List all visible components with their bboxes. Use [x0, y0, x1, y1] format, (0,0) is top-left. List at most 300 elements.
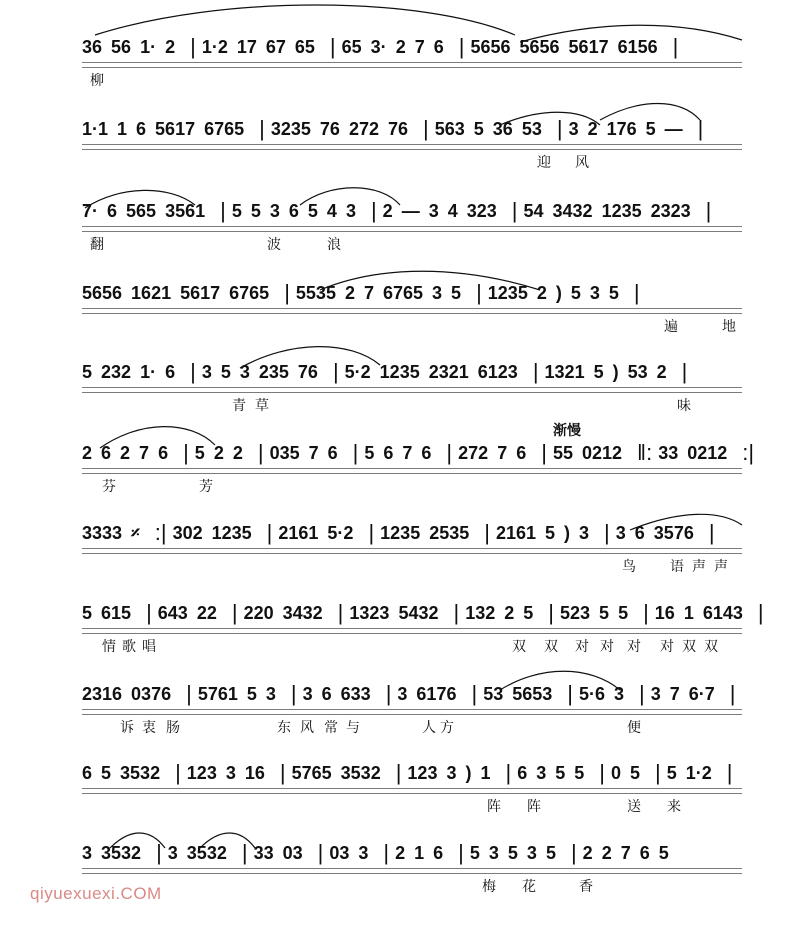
bar-line: |: [567, 681, 573, 706]
bar-line: |: [556, 116, 563, 141]
note-group: 132: [465, 602, 496, 623]
note-group: 3: [446, 762, 457, 783]
note-group: 4: [326, 200, 337, 221]
note-group: 123: [186, 762, 217, 783]
note-group: 5653: [512, 683, 553, 704]
bar-line: |: [220, 198, 226, 223]
bar-line: |: [190, 359, 196, 384]
note-group: 5: [545, 522, 556, 543]
note-group: ): [612, 361, 619, 382]
lyric-char: 对: [627, 639, 641, 655]
note-group: 2: [165, 36, 176, 57]
note-group: 1·: [140, 361, 157, 382]
bar-line: |: [541, 440, 547, 465]
note-group: 5: [250, 200, 261, 221]
note-group: 5: [101, 762, 112, 783]
note-group: 7: [669, 683, 680, 704]
note-group: 3: [167, 842, 178, 863]
note-group: 5: [507, 842, 518, 863]
note-group: 5: [194, 442, 205, 463]
bar-line: |: [368, 520, 375, 545]
note-group: 6156: [617, 36, 658, 57]
lyrics-line: [82, 556, 742, 578]
note-group: 76: [297, 361, 318, 382]
lyric-char: 常: [324, 720, 338, 736]
bar-line: |: [231, 600, 238, 625]
note-group: 6: [82, 762, 93, 783]
bar-line: |: [156, 840, 162, 865]
note-group: 1621: [131, 282, 172, 303]
note-group: 3532: [120, 762, 161, 783]
lyrics-line: [82, 316, 742, 338]
note-group: 6: [158, 442, 169, 463]
bar-line: |: [757, 600, 764, 625]
note-group: 0212: [581, 442, 623, 463]
note-group: 3532: [340, 762, 381, 783]
note-group: 67: [265, 36, 286, 57]
note-group: 1·1: [82, 118, 109, 139]
rhythm-underline: [82, 468, 742, 474]
note-group: 6: [327, 442, 338, 463]
note-group: 2: [213, 442, 224, 463]
note-group: 16: [654, 602, 675, 623]
lyric-char: 阵: [487, 799, 501, 815]
bar-line: |: [352, 440, 359, 465]
note-group: 6: [516, 442, 527, 463]
note-group: 5656: [82, 282, 123, 303]
note-group: 1321: [544, 361, 585, 382]
note-group: ): [555, 282, 562, 303]
bar-line: |: [484, 520, 490, 545]
note-group: 123: [407, 762, 438, 783]
note-group: 5: [220, 361, 231, 382]
note-group: 3: [358, 842, 369, 863]
note-group: 5: [82, 602, 93, 623]
bar-line: |: [279, 760, 286, 785]
score-row-3: [0, 194, 790, 274]
note-group: 2: [395, 36, 406, 57]
bar-line: |: [726, 760, 733, 785]
bar-line: |: [639, 681, 645, 706]
bar-line: |: [458, 840, 464, 865]
notation-line: [82, 677, 742, 711]
lyric-char: 鸟: [622, 559, 636, 575]
bar-line: |: [259, 116, 265, 141]
bar-line: |: [548, 600, 554, 625]
note-group: 6: [107, 200, 118, 221]
lyrics-line: [82, 152, 742, 174]
lyric-char: 唱: [142, 639, 156, 655]
note-group: 3576: [653, 522, 694, 543]
note-group: 1·2: [685, 762, 712, 783]
bar-line: |: [604, 520, 610, 545]
note-group: 3: [201, 361, 212, 382]
notation-line: [82, 112, 742, 146]
note-group: 235: [258, 361, 289, 382]
rhythm-underline: [82, 226, 742, 232]
tempo-mark: 渐慢: [553, 423, 581, 439]
bar-line: |: [570, 840, 577, 865]
note-group: 3532: [186, 842, 227, 863]
lyric-char: 芳: [199, 479, 213, 495]
note-group: 2: [582, 842, 593, 863]
note-group: 03: [329, 842, 350, 863]
score-row-5: [0, 355, 790, 435]
note-group: 6176: [416, 683, 457, 704]
lyrics-line: [82, 796, 742, 818]
bar-line: |: [190, 34, 196, 59]
note-group: 2: [601, 842, 612, 863]
note-group: 302: [172, 522, 203, 543]
note-group: 323: [466, 200, 497, 221]
note-group: 6765: [204, 118, 245, 139]
lyric-char: 波: [267, 237, 281, 253]
lyric-char: 语: [670, 559, 684, 575]
bar-line: |: [697, 116, 704, 141]
lyric-char: 来: [667, 799, 681, 815]
note-group: 2: [120, 442, 131, 463]
note-group: 643: [157, 602, 188, 623]
note-group: 3: [265, 683, 276, 704]
lyric-char: 人: [422, 720, 436, 736]
note-group: 272: [348, 118, 379, 139]
note-group: 2: [395, 842, 406, 863]
note-group: 2161: [495, 522, 537, 543]
bar-line: :|: [742, 440, 755, 465]
bar-line: |: [458, 34, 465, 59]
bar-line: |: [383, 840, 390, 865]
note-group: 5656: [519, 36, 560, 57]
note-group: 2: [587, 118, 598, 139]
note-group: 6123: [477, 361, 518, 382]
bar-line: |: [370, 198, 377, 223]
lyric-char: 双: [512, 639, 526, 655]
note-group: 2: [536, 282, 547, 303]
rhythm-underline: [82, 308, 742, 314]
note-group: 17: [236, 36, 257, 57]
note-group: 5: [608, 282, 619, 303]
lyric-char: 送: [627, 799, 641, 815]
note-group: 6765: [382, 282, 424, 303]
note-group: 035: [269, 442, 300, 463]
lyric-char: 双: [704, 639, 718, 655]
note-group: 232: [101, 361, 132, 382]
note-group: 5: [645, 118, 656, 139]
score-row-1: [0, 30, 790, 110]
bar-line: |: [329, 34, 336, 59]
lyric-char: 地: [722, 319, 736, 335]
bar-line: |: [257, 440, 264, 465]
bar-line: |: [317, 840, 324, 865]
note-group: 03: [282, 842, 303, 863]
lyric-char: 双: [544, 639, 558, 655]
note-group: 2: [504, 602, 515, 623]
note-group: 54: [523, 200, 544, 221]
note-group: 76: [319, 118, 340, 139]
bar-line: |: [532, 359, 539, 384]
note-group: 176: [606, 118, 637, 139]
note-group: 2: [82, 442, 93, 463]
note-group: 3: [428, 200, 439, 221]
lyric-char: 翻: [90, 237, 104, 253]
note-group: 3: [432, 282, 443, 303]
note-group: 3: [526, 842, 537, 863]
bar-line: |: [655, 760, 661, 785]
note-group: —: [401, 200, 420, 221]
notation-line: [82, 756, 742, 790]
note-group: 5·6: [578, 683, 605, 704]
bar-line: |: [337, 600, 344, 625]
note-group: 633: [340, 683, 371, 704]
note-group: 56: [111, 36, 132, 57]
note-group: 1·: [140, 36, 157, 57]
note-group: 5: [555, 762, 566, 783]
bar-line: |: [284, 280, 290, 305]
bar-line: |: [183, 440, 189, 465]
lyric-char: 风: [575, 155, 589, 171]
note-group: 3: [239, 361, 250, 382]
note-group: 5: [523, 602, 534, 623]
lyric-char: 遍: [664, 319, 678, 335]
bar-line: |: [476, 280, 482, 305]
note-group: 3: [650, 683, 661, 704]
lyric-char: 花: [522, 879, 536, 895]
note-group: 6: [165, 361, 176, 382]
note-group: 5·2: [327, 522, 354, 543]
note-group: 3432: [552, 200, 593, 221]
score-row-9: [0, 677, 790, 757]
note-group: 5617: [155, 118, 196, 139]
bar-line: |: [241, 840, 248, 865]
lyric-char: 草: [255, 398, 269, 414]
note-group: 5: [451, 282, 462, 303]
note-group: 5: [231, 200, 242, 221]
note-group: 5: [574, 762, 585, 783]
lyric-char: 柳: [90, 73, 104, 89]
score-row-2: [0, 112, 790, 192]
note-group: 7: [620, 842, 631, 863]
lyric-char: 声: [714, 559, 728, 575]
lyric-char: 衷: [142, 720, 156, 736]
bar-line: |: [395, 760, 402, 785]
note-group: ): [564, 522, 571, 543]
note-group: 615: [101, 602, 132, 623]
note-group: —: [664, 118, 683, 139]
note-group: 3·: [370, 36, 387, 57]
note-group: 5432: [398, 602, 439, 623]
note-group: 3235: [270, 118, 311, 139]
note-group: 3532: [101, 842, 142, 863]
note-group: 7: [497, 442, 508, 463]
lyric-char: 味: [677, 398, 691, 414]
note-group: 5: [364, 442, 375, 463]
lyrics-line: [82, 876, 742, 898]
note-group: 6: [634, 522, 645, 543]
note-group: 5617: [180, 282, 221, 303]
score-row-7: [0, 516, 790, 596]
note-group: 5: [473, 118, 484, 139]
notation-line: [82, 194, 742, 228]
bar-line: |: [290, 681, 297, 706]
note-group: 6: [288, 200, 299, 221]
bar-line: |: [681, 359, 688, 384]
bar-line: |: [599, 760, 605, 785]
note-group: 5: [307, 200, 318, 221]
note-group: 6: [383, 442, 394, 463]
site-watermark: qiyuexuexi.COM: [30, 884, 162, 903]
note-group: 5765: [291, 762, 332, 783]
note-group: 3561: [165, 200, 206, 221]
lyric-char: 风: [300, 720, 314, 736]
lyric-char: 对: [660, 639, 674, 655]
notation-line: [82, 355, 742, 389]
note-group: 5: [666, 762, 677, 783]
note-group: 2321: [428, 361, 469, 382]
notation-line: [82, 436, 755, 470]
note-group: 6: [517, 762, 528, 783]
rhythm-underline: [82, 62, 742, 68]
note-group: 5: [246, 683, 257, 704]
note-group: 7: [363, 282, 374, 303]
lyric-char: 东: [277, 720, 291, 736]
notation-line: [82, 276, 742, 310]
note-group: 5: [82, 361, 93, 382]
rhythm-underline: [82, 788, 742, 794]
notation-line: [82, 516, 742, 550]
note-group: 𝄎: [131, 522, 140, 543]
note-group: 3: [579, 522, 590, 543]
note-group: 1235: [211, 522, 252, 543]
note-group: 0212: [687, 442, 728, 463]
note-group: 3333: [82, 522, 123, 543]
lyric-char: 对: [575, 639, 589, 655]
note-group: 6: [433, 842, 444, 863]
note-group: 220: [243, 602, 274, 623]
notation-line: [82, 596, 764, 630]
note-group: 7: [139, 442, 150, 463]
bar-line: |: [633, 280, 640, 305]
note-group: 1235: [601, 200, 642, 221]
note-group: 1235: [380, 522, 421, 543]
lyric-char: 对: [600, 639, 614, 655]
note-group: 3: [82, 842, 93, 863]
lyrics-line: [82, 476, 742, 498]
note-group: 22: [196, 602, 217, 623]
note-group: 3: [614, 683, 625, 704]
note-group: 65: [294, 36, 315, 57]
note-group: 1: [683, 602, 694, 623]
bar-line: |: [146, 600, 152, 625]
note-group: 2: [382, 200, 393, 221]
note-group: 6: [639, 842, 650, 863]
note-group: 6143: [702, 602, 743, 623]
note-group: 3: [225, 762, 236, 783]
note-group: 2161: [278, 522, 319, 543]
bar-line: |: [266, 520, 273, 545]
score-row-8: [0, 596, 790, 676]
note-group: 1: [480, 762, 491, 783]
note-group: 53: [521, 118, 542, 139]
lyric-char: 歌: [122, 639, 136, 655]
bar-line: |: [505, 760, 512, 785]
lyric-char: 声: [692, 559, 706, 575]
note-group: 6765: [229, 282, 270, 303]
note-group: 5: [618, 602, 629, 623]
note-group: 76: [387, 118, 409, 139]
note-group: 5: [469, 842, 480, 863]
note-group: 3: [615, 522, 626, 543]
note-group: 2: [344, 282, 355, 303]
lyrics-line: [82, 395, 742, 417]
note-group: 3: [488, 842, 499, 863]
lyric-char: 肠: [166, 720, 180, 736]
bar-line: |: [705, 198, 712, 223]
lyric-char: 芬: [102, 479, 116, 495]
note-group: 53: [483, 683, 504, 704]
note-group: 5761: [197, 683, 238, 704]
bar-line: |: [186, 681, 192, 706]
bar-line: |: [729, 681, 736, 706]
note-group: 2316: [82, 683, 123, 704]
note-group: 16: [244, 762, 265, 783]
bar-line: |: [708, 520, 715, 545]
note-group: 4: [447, 200, 458, 221]
note-group: 36: [82, 36, 103, 57]
bar-line: :|: [154, 520, 167, 545]
bar-line: |: [511, 198, 518, 223]
lyric-char: 便: [627, 720, 641, 736]
rhythm-underline: [82, 868, 742, 874]
lyric-char: 双: [682, 639, 696, 655]
note-group: 2535: [429, 522, 470, 543]
note-group: 3: [589, 282, 600, 303]
note-group: 1323: [349, 602, 390, 623]
rhythm-underline: [82, 548, 742, 554]
note-group: 7·: [82, 200, 99, 221]
lyric-char: 迎: [537, 155, 551, 171]
lyric-char: 香: [579, 879, 593, 895]
note-group: 55: [552, 442, 573, 463]
note-group: 2323: [650, 200, 691, 221]
note-group: 1235: [379, 361, 420, 382]
note-group: 1: [414, 842, 425, 863]
score-row-11: [0, 836, 790, 916]
note-group: 3: [536, 762, 547, 783]
lyrics-line: [82, 717, 742, 739]
note-group: 523: [560, 602, 591, 623]
rhythm-underline: [82, 628, 742, 634]
note-group: 5617: [568, 36, 609, 57]
lyric-char: 情: [102, 639, 116, 655]
note-group: 7: [308, 442, 319, 463]
note-group: 7: [414, 36, 425, 57]
note-group: 563: [434, 118, 465, 139]
note-group: 7: [402, 442, 413, 463]
note-group: 3: [302, 683, 313, 704]
note-group: 5: [593, 361, 604, 382]
rhythm-underline: [82, 144, 742, 150]
notation-line: [82, 30, 742, 64]
note-group: 6: [421, 442, 432, 463]
note-group: 5: [630, 762, 641, 783]
note-group: 1235: [487, 282, 528, 303]
note-group: 0376: [131, 683, 172, 704]
note-group: 5: [545, 842, 556, 863]
note-group: 2: [656, 361, 667, 382]
bar-line: |: [643, 600, 649, 625]
note-group: 5: [599, 602, 610, 623]
note-group: 6: [136, 118, 147, 139]
